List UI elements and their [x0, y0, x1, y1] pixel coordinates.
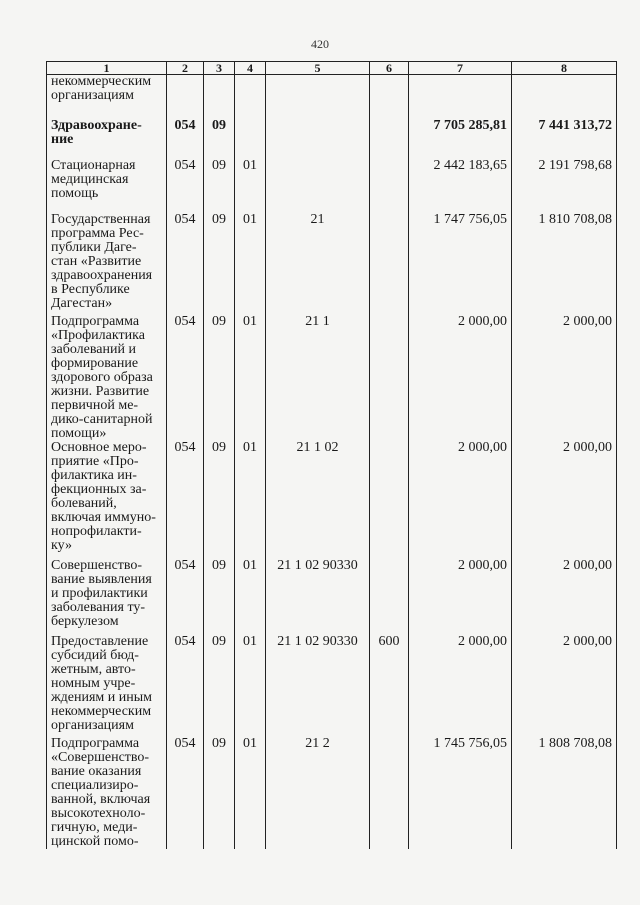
row-name-cell: [47, 119, 167, 155]
amount-year-1-cell: 1 745 756,05: [409, 737, 512, 849]
row-name-line: номным учре-: [51, 676, 136, 691]
section-code-cell: 09: [204, 441, 235, 559]
table-row: [47, 559, 617, 635]
row-name-line: первичной ме-: [51, 398, 139, 413]
amount-year-2-cell: 2 000,00: [512, 315, 617, 441]
column-header-4: 4: [235, 62, 266, 75]
row-name-line: приятие «Про-: [51, 454, 139, 469]
amount-year-1-cell: 2 000,00: [409, 635, 512, 737]
row-name-line: медицинская: [51, 172, 129, 187]
page-number: 420: [311, 37, 329, 51]
subsection-code-cell: 01: [235, 635, 266, 737]
row-name-line: ние: [51, 132, 74, 147]
row-name-line: Основное меро-: [51, 440, 147, 455]
row-name-line: организациям: [51, 718, 134, 733]
amount-year-1-cell: 2 000,00: [409, 315, 512, 441]
row-name-cell: [47, 315, 167, 441]
expense-type-cell: [370, 213, 409, 315]
table-body: [47, 75, 617, 850]
ministry-code-cell: 054: [167, 155, 204, 213]
expense-type-cell: 600: [370, 635, 409, 737]
amount-year-1-cell: 2 000,00: [409, 559, 512, 635]
row-name-line: здравоохранения: [51, 268, 153, 283]
expense-type-cell: [370, 315, 409, 441]
ministry-code-cell: 054: [167, 559, 204, 635]
section-code-cell: 09: [204, 635, 235, 737]
row-name-line: беркулезом: [51, 614, 119, 629]
amount-year-1-cell: 7 705 285,81: [409, 119, 512, 155]
table-row: [47, 155, 617, 213]
section-code-cell: [204, 75, 235, 120]
row-name-cell: [47, 213, 167, 315]
row-name-line: публики Даге-: [51, 240, 137, 255]
target-article-cell: 21 1 02 90330: [266, 635, 370, 737]
row-name-line: включая иммуно-: [51, 510, 156, 525]
subsection-code-cell: 01: [235, 737, 266, 849]
section-code-cell: 09: [204, 155, 235, 213]
table-row: [47, 441, 617, 559]
row-name-line: вание оказания: [51, 764, 142, 779]
table-row: [47, 75, 617, 120]
expense-type-cell: [370, 441, 409, 559]
subsection-code-cell: [235, 119, 266, 155]
expense-type-cell: [370, 75, 409, 120]
row-name-line: Государственная: [51, 212, 151, 227]
amount-year-2-cell: 2 191 798,68: [512, 155, 617, 213]
row-name-line: субсидий бюд-: [51, 648, 139, 663]
amount-year-1-cell: 2 442 183,65: [409, 155, 512, 213]
row-name-cell: [47, 559, 167, 635]
ministry-code-cell: 054: [167, 737, 204, 849]
row-name-line: ванной, включая: [51, 792, 151, 807]
row-name-line: Предоставление: [51, 634, 149, 649]
ministry-code-cell: 054: [167, 441, 204, 559]
subsection-code-cell: 01: [235, 213, 266, 315]
target-article-cell: 21 1: [266, 315, 370, 441]
row-name-line: болеваний,: [51, 496, 117, 511]
row-name-line: вание выявления: [51, 572, 152, 587]
ministry-code-cell: 054: [167, 635, 204, 737]
amount-year-1-cell: 1 747 756,05: [409, 213, 512, 315]
row-name-line: программа Рес-: [51, 226, 144, 241]
row-name-line: формирование: [51, 356, 139, 371]
ministry-code-cell: [167, 75, 204, 120]
row-name-line: и профилактики: [51, 586, 148, 601]
column-header-5: 5: [266, 62, 370, 75]
column-number-header-row: [47, 62, 617, 75]
row-name-line: организациям: [51, 88, 134, 103]
row-name-line: нопрофилакти-: [51, 524, 142, 539]
subsection-code-cell: 01: [235, 155, 266, 213]
row-name-line: жетным, авто-: [51, 662, 136, 677]
table-row: [47, 315, 617, 441]
column-header-2: 2: [167, 62, 204, 75]
ministry-code-cell: 054: [167, 119, 204, 155]
row-name-line: стан «Развитие: [51, 254, 142, 269]
table-row: [47, 119, 617, 155]
subsection-code-cell: 01: [235, 559, 266, 635]
row-name-cell: [47, 737, 167, 849]
row-name-line: специализиро-: [51, 778, 139, 793]
row-name-line: здорового образа: [51, 370, 153, 385]
row-name-line: Стационарная: [51, 158, 136, 173]
row-name-line: Здравоохране-: [51, 118, 142, 133]
amount-year-2-cell: [512, 75, 617, 120]
amount-year-2-cell: 2 000,00: [512, 635, 617, 737]
section-code-cell: 09: [204, 315, 235, 441]
expense-type-cell: [370, 155, 409, 213]
section-code-cell: 09: [204, 737, 235, 849]
row-name-line: высокотехноло-: [51, 806, 146, 821]
column-header-6: 6: [370, 62, 409, 75]
subsection-code-cell: 01: [235, 315, 266, 441]
target-article-cell: 21 2: [266, 737, 370, 849]
subsection-code-cell: 01: [235, 441, 266, 559]
target-article-cell: 21 1 02: [266, 441, 370, 559]
row-name-line: «Совершенство-: [51, 750, 150, 765]
row-name-line: Подпрограмма: [51, 314, 140, 329]
column-header-8: 8: [512, 62, 617, 75]
subsection-code-cell: [235, 75, 266, 120]
row-name-line: филактика ин-: [51, 468, 137, 483]
row-name-line: Совершенство-: [51, 558, 143, 573]
section-code-cell: 09: [204, 213, 235, 315]
row-name-cell: [47, 441, 167, 559]
column-header-3: 3: [204, 62, 235, 75]
row-name-line: гичную, меди-: [51, 820, 138, 835]
ministry-code-cell: 054: [167, 315, 204, 441]
table-row: [47, 213, 617, 315]
row-name-line: фекционных за-: [51, 482, 147, 497]
row-name-line: ку»: [51, 538, 72, 553]
column-header-7: 7: [409, 62, 512, 75]
expense-type-cell: [370, 559, 409, 635]
target-article-cell: [266, 75, 370, 120]
row-name-line: некоммерческим: [51, 704, 152, 719]
expense-type-cell: [370, 737, 409, 849]
amount-year-2-cell: 2 000,00: [512, 559, 617, 635]
row-name-cell: [47, 635, 167, 737]
row-name-line: Дагестан»: [51, 296, 113, 311]
row-name-line: дико-санитарной: [51, 412, 153, 427]
target-article-cell: [266, 119, 370, 155]
target-article-cell: 21 1 02 90330: [266, 559, 370, 635]
table-row: [47, 635, 617, 737]
row-name-line: Подпрограмма: [51, 736, 140, 751]
amount-year-2-cell: 1 808 708,08: [512, 737, 617, 849]
row-name-line: заболевания ту-: [51, 600, 146, 615]
row-name-line: заболеваний и: [51, 342, 136, 357]
row-name-line: «Профилактика: [51, 328, 145, 343]
amount-year-1-cell: 2 000,00: [409, 441, 512, 559]
row-name-line: помощь: [51, 186, 99, 201]
target-article-cell: 21: [266, 213, 370, 315]
row-name-line: цинской помо-: [51, 834, 139, 849]
row-name-line: жизни. Развитие: [51, 384, 150, 399]
row-name-cell: [47, 155, 167, 213]
row-name-line: некоммерческим: [51, 74, 152, 89]
target-article-cell: [266, 155, 370, 213]
section-code-cell: 09: [204, 559, 235, 635]
section-code-cell: 09: [204, 119, 235, 155]
column-header-1: 1: [47, 62, 167, 75]
ministry-code-cell: 054: [167, 213, 204, 315]
amount-year-2-cell: 2 000,00: [512, 441, 617, 559]
row-name-line: ждениям и иным: [51, 690, 153, 705]
amount-year-1-cell: [409, 75, 512, 120]
budget-table: [46, 61, 617, 849]
amount-year-2-cell: 7 441 313,72: [512, 119, 617, 155]
amount-year-2-cell: 1 810 708,08: [512, 213, 617, 315]
table-row: [47, 737, 617, 849]
row-name-line: помощи»: [51, 426, 107, 441]
expense-type-cell: [370, 119, 409, 155]
row-name-cell: [47, 75, 167, 120]
row-name-line: в Республике: [51, 282, 130, 297]
